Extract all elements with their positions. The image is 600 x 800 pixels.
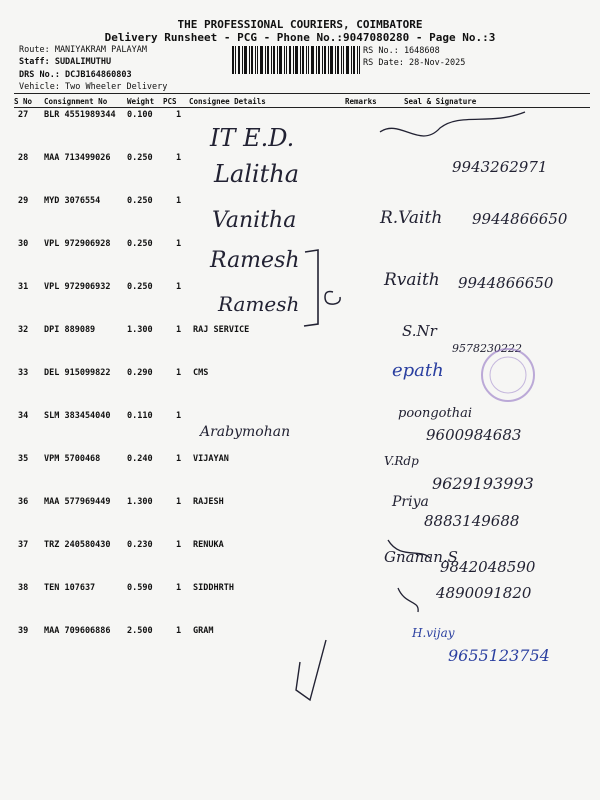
vehicle-label: Vehicle: Two Wheeler Delivery: [19, 82, 168, 92]
handwritten-signature: H.vijay: [412, 626, 455, 640]
row-consignment-no: DEL 915099822: [44, 368, 111, 378]
row-consignee: RAJ SERVICE: [193, 325, 250, 335]
company-title: THE PROFESSIONAL COURIERS, COIMBATORE: [177, 18, 423, 31]
row-consignment-no: VPM 5700468: [44, 454, 101, 464]
row-sno: 39: [18, 626, 29, 636]
row-sno: 35: [18, 454, 29, 464]
row-weight: 0.250: [127, 239, 153, 249]
row-sno: 38: [18, 583, 29, 593]
row-pcs: 1: [176, 454, 182, 464]
row-pcs: 1: [176, 282, 182, 292]
runsheet-subtitle: Delivery Runsheet - PCG - Phone No.:9047080280 - Page No.:3: [104, 31, 496, 44]
row-sno: 36: [18, 497, 29, 507]
row-consignment-no: TRZ 240580430: [44, 540, 111, 550]
col-consignee: Consignee Details: [189, 97, 266, 106]
row-pcs: 1: [176, 153, 182, 163]
row-weight: 0.110: [127, 411, 153, 421]
row-consignment-no: MAA 713499026: [44, 153, 111, 163]
row-sno: 31: [18, 282, 29, 292]
handwritten-signature: Gnanan.S: [384, 548, 458, 566]
col-signature: Seal & Signature: [404, 97, 477, 106]
row-consignment-no: MAA 709606886: [44, 626, 111, 636]
row-pcs: 1: [176, 368, 182, 378]
row-sno: 37: [18, 540, 29, 550]
handwritten-phone: 4890091820: [436, 584, 532, 602]
row-weight: 1.300: [127, 497, 153, 507]
handwritten-phone: 8883149688: [424, 512, 520, 530]
handwritten-phone: 9655123754: [448, 646, 550, 665]
row-pcs: 1: [176, 110, 182, 120]
row-consignee: RAJESH: [193, 497, 224, 507]
handwritten-signature: R.Vaith: [380, 208, 443, 228]
row-consignment-no: SLM 383454040: [44, 411, 111, 421]
row-sno: 33: [18, 368, 29, 378]
row-pcs: 1: [176, 497, 182, 507]
row-sno: 27: [18, 110, 29, 120]
handwritten-signature: poongothai: [398, 406, 473, 421]
row-pcs: 1: [176, 583, 182, 593]
row-pcs: 1: [176, 411, 182, 421]
handwritten-signature: Priya: [392, 494, 429, 510]
row-weight: 0.250: [127, 196, 153, 206]
col-consignment: Consignment No: [44, 97, 108, 106]
handwritten-signature: Rvaith: [384, 270, 440, 290]
row-pcs: 1: [176, 626, 182, 636]
row-pcs: 1: [176, 196, 182, 206]
row-pcs: 1: [176, 239, 182, 249]
row-pcs: 1: [176, 540, 182, 550]
staff-label: Staff: SUDALIMUTHU: [19, 57, 112, 67]
handwritten-signature: S.Nr: [402, 322, 437, 340]
col-remarks: Remarks: [345, 97, 377, 106]
row-weight: 0.250: [127, 153, 153, 163]
row-sno: 34: [18, 411, 29, 421]
row-consignment-no: MYD 3076554: [44, 196, 101, 206]
row-consignment-no: DPI 889089: [44, 325, 96, 335]
row-weight: 0.100: [127, 110, 153, 120]
col-sno: S No: [14, 97, 33, 106]
row-weight: 1.300: [127, 325, 153, 335]
route-label: Route: MANIYAKRAM PALAYAM: [19, 45, 147, 55]
handwritten-phone: 9943262971: [452, 158, 548, 176]
row-consignee: CMS: [193, 368, 209, 378]
handwritten-phone: 9944866650: [472, 210, 568, 228]
row-sno: 30: [18, 239, 29, 249]
row-consignee: RENUKA: [193, 540, 224, 550]
handwritten-consignee: Lalitha: [214, 160, 300, 188]
row-weight: 0.250: [127, 282, 153, 292]
handwritten-consignee: Arabymohan: [200, 424, 291, 440]
row-consignee: VIJAYAN: [193, 454, 229, 464]
handwritten-consignee: IT E.D.: [210, 124, 295, 152]
row-consignment-no: MAA 577969449: [44, 497, 111, 507]
drs-label: DRS No.: DCJB164860803: [19, 70, 132, 80]
rs-number: RS No.: 1648608: [363, 46, 440, 56]
handwritten-phone: 9629193993: [432, 474, 534, 493]
handwritten-signature: epath: [392, 360, 444, 381]
row-sno: 32: [18, 325, 29, 335]
col-weight: Weight: [127, 97, 155, 106]
handwritten-consignee: Vanitha: [212, 208, 297, 233]
row-weight: 0.240: [127, 454, 153, 464]
row-weight: 0.290: [127, 368, 153, 378]
handwritten-signature: V.Rdp: [384, 454, 419, 468]
handwritten-phone: 9578230222: [452, 342, 522, 355]
handwritten-phone: 9944866650: [458, 274, 554, 292]
row-weight: 2.500: [127, 626, 153, 636]
row-consignment-no: VPL 972906932: [44, 282, 111, 292]
row-weight: 0.590: [127, 583, 153, 593]
row-pcs: 1: [176, 325, 182, 335]
row-consignee: SIDDHRTH: [193, 583, 234, 593]
handwritten-consignee: Ramesh: [218, 292, 300, 316]
row-sno: 29: [18, 196, 29, 206]
row-sno: 28: [18, 153, 29, 163]
handwritten-phone: 9842048590: [440, 558, 536, 576]
row-consignment-no: VPL 972906928: [44, 239, 111, 249]
handwritten-consignee: Ramesh: [210, 248, 300, 273]
col-pcs: PCS: [163, 97, 177, 106]
handwritten-phone: 9600984683: [426, 426, 522, 444]
row-consignment-no: BLR 4551989344: [44, 110, 116, 120]
row-consignment-no: TEN 107637: [44, 583, 96, 593]
rs-date: RS Date: 28-Nov-2025: [363, 58, 466, 68]
row-weight: 0.230: [127, 540, 153, 550]
row-consignee: GRAM: [193, 626, 214, 636]
